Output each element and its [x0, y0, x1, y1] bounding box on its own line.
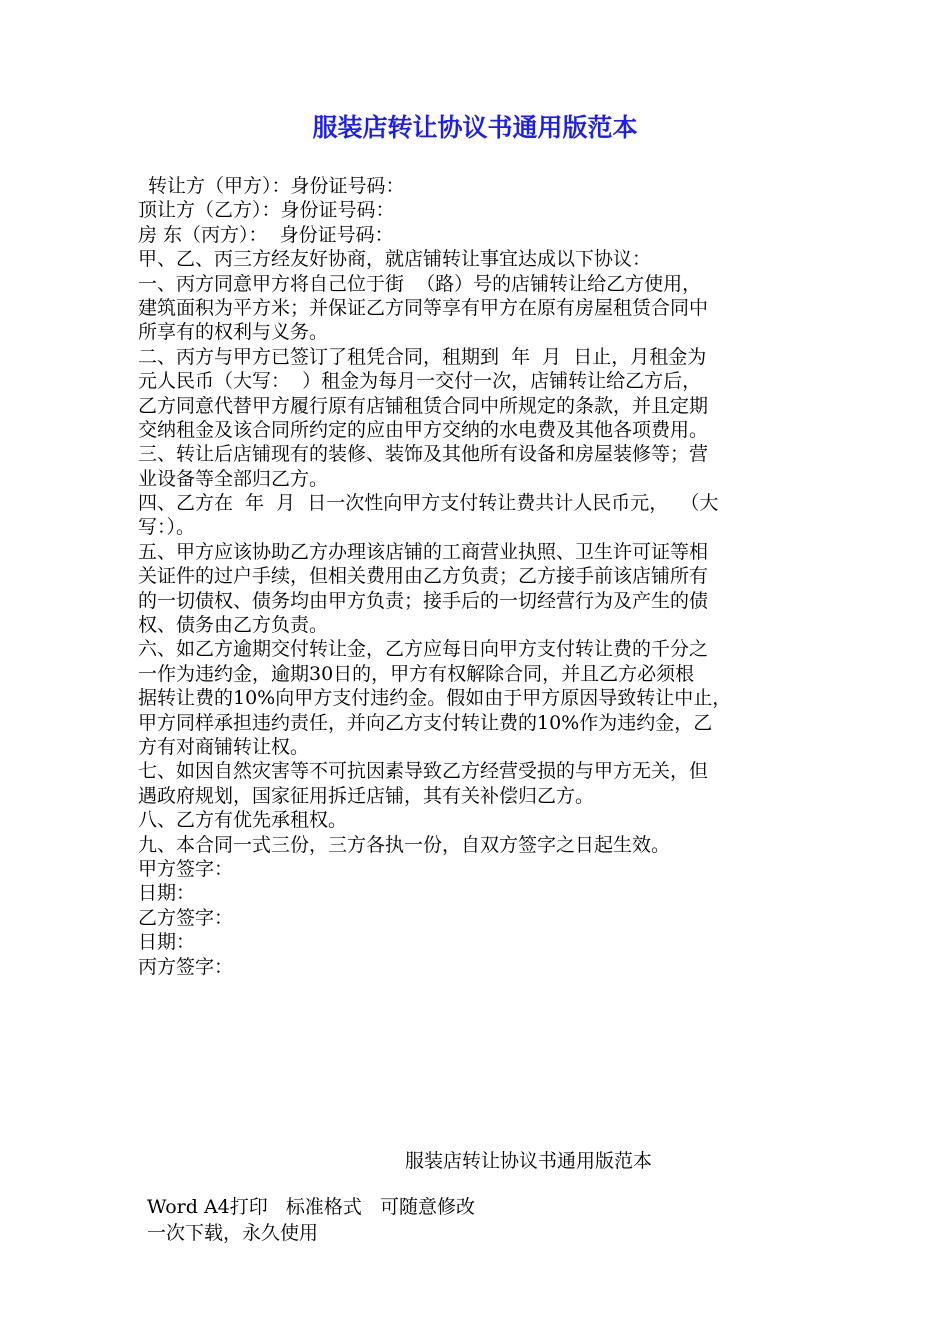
footer-title: 服装店转让协议书通用版范本 — [405, 1150, 653, 1172]
date-line: 日期： — [138, 882, 196, 905]
clause-2-line: 二、丙方与甲方已签订了租凭合同，租期到 年 月 日止，月租金为 — [138, 345, 707, 368]
party-b-line: 顶让方（乙方）：身份证号码： — [138, 199, 395, 222]
clause-1-line: 一、丙方同意甲方将自己位于街 （路）号的店铺转让给乙方使用， — [138, 272, 702, 295]
date-line: 日期： — [138, 931, 196, 954]
footer-note-usage: 一次下载，永久使用 — [147, 1222, 319, 1244]
party-c-line: 房 东（丙方）： 身份证号码： — [138, 223, 394, 246]
document-title: 服装店转让协议书通用版范本 — [312, 113, 638, 142]
body-line: 建筑面积为平方米；并保证乙方同等享有甲方在原有房屋租赁合同中 — [138, 296, 709, 319]
signature-party-a: 甲方签字： — [138, 857, 234, 880]
body-line: 元人民币（大写： ）租金为每月一交付一次，店铺转让给乙方后， — [138, 370, 702, 393]
signature-party-b: 乙方签字： — [138, 906, 234, 929]
body-line: 业设备等全部归乙方。 — [138, 467, 329, 490]
clause-9-line: 九、本合同一式三份，三方各执一份，自双方签字之日起生效。 — [138, 833, 671, 856]
footer-note — [147, 1194, 475, 1246]
body-line: 写：）。 — [138, 516, 196, 539]
body-line: 所享有的权利与义务。 — [138, 321, 329, 344]
body-line: 方有对商铺转让权。 — [138, 735, 310, 758]
body-line: 交纳租金及该合同所约定的应由甲方交纳的水电费及其他各项费用。 — [138, 418, 709, 441]
clause-5-line: 五、甲方应该协助乙方办理该店铺的工商营业执照、卫生许可证等相 — [138, 540, 709, 563]
document-body — [138, 174, 828, 979]
body-line: 一作为违约金，逾期30日的，甲方有权解除合同，并且乙方必须根 — [138, 662, 695, 685]
signature-party-c: 丙方签字： — [138, 955, 234, 978]
body-line: 甲、乙、丙三方经友好协商，就店铺转让事宜达成以下协议： — [138, 248, 652, 271]
footer-note-format: Word A4打印 标准格式 可随意修改 — [147, 1196, 476, 1218]
body-line: 乙方同意代替甲方履行原有店铺租赁合同中所规定的条款，并且定期 — [138, 394, 709, 417]
body-line: 据转让费的10%向甲方支付违约金。假如由于甲方原因导致转让中止， — [138, 687, 732, 710]
body-line: 遇政府规划，国家征用拆迁店铺，其有关补偿归乙方。 — [138, 784, 595, 807]
party-a-line: 转让方（甲方）：身份证号码： — [148, 175, 405, 197]
body-line: 关证件的过户手续，但相关费用由乙方负责；乙方接手前该店铺所有 — [138, 565, 709, 588]
clause-3-line: 三、转让后店铺现有的装修、装饰及其他所有设备和房屋装修等；营 — [138, 443, 709, 466]
clause-7-line: 七、如因自然灾害等不可抗因素导致乙方经营受损的与甲方无关，但 — [138, 760, 709, 783]
clause-8-line: 八、乙方有优先承租权。 — [138, 809, 348, 832]
body-line: 甲方同样承担违约责任，并向乙方支付转让费的10%作为违约金，乙 — [138, 711, 713, 734]
clause-4-line: 四、乙方在 年 月 日一次性向甲方支付转让费共计人民币元， （大 — [138, 492, 719, 515]
clause-6-line: 六、如乙方逾期交付转让金，乙方应每日向甲方支付转让费的千分之 — [138, 638, 709, 661]
body-line: 权、债务由乙方负责。 — [138, 614, 329, 637]
body-line: 的一切债权、债务均由甲方负责；接手后的一切经营行为及产生的债 — [138, 589, 709, 612]
